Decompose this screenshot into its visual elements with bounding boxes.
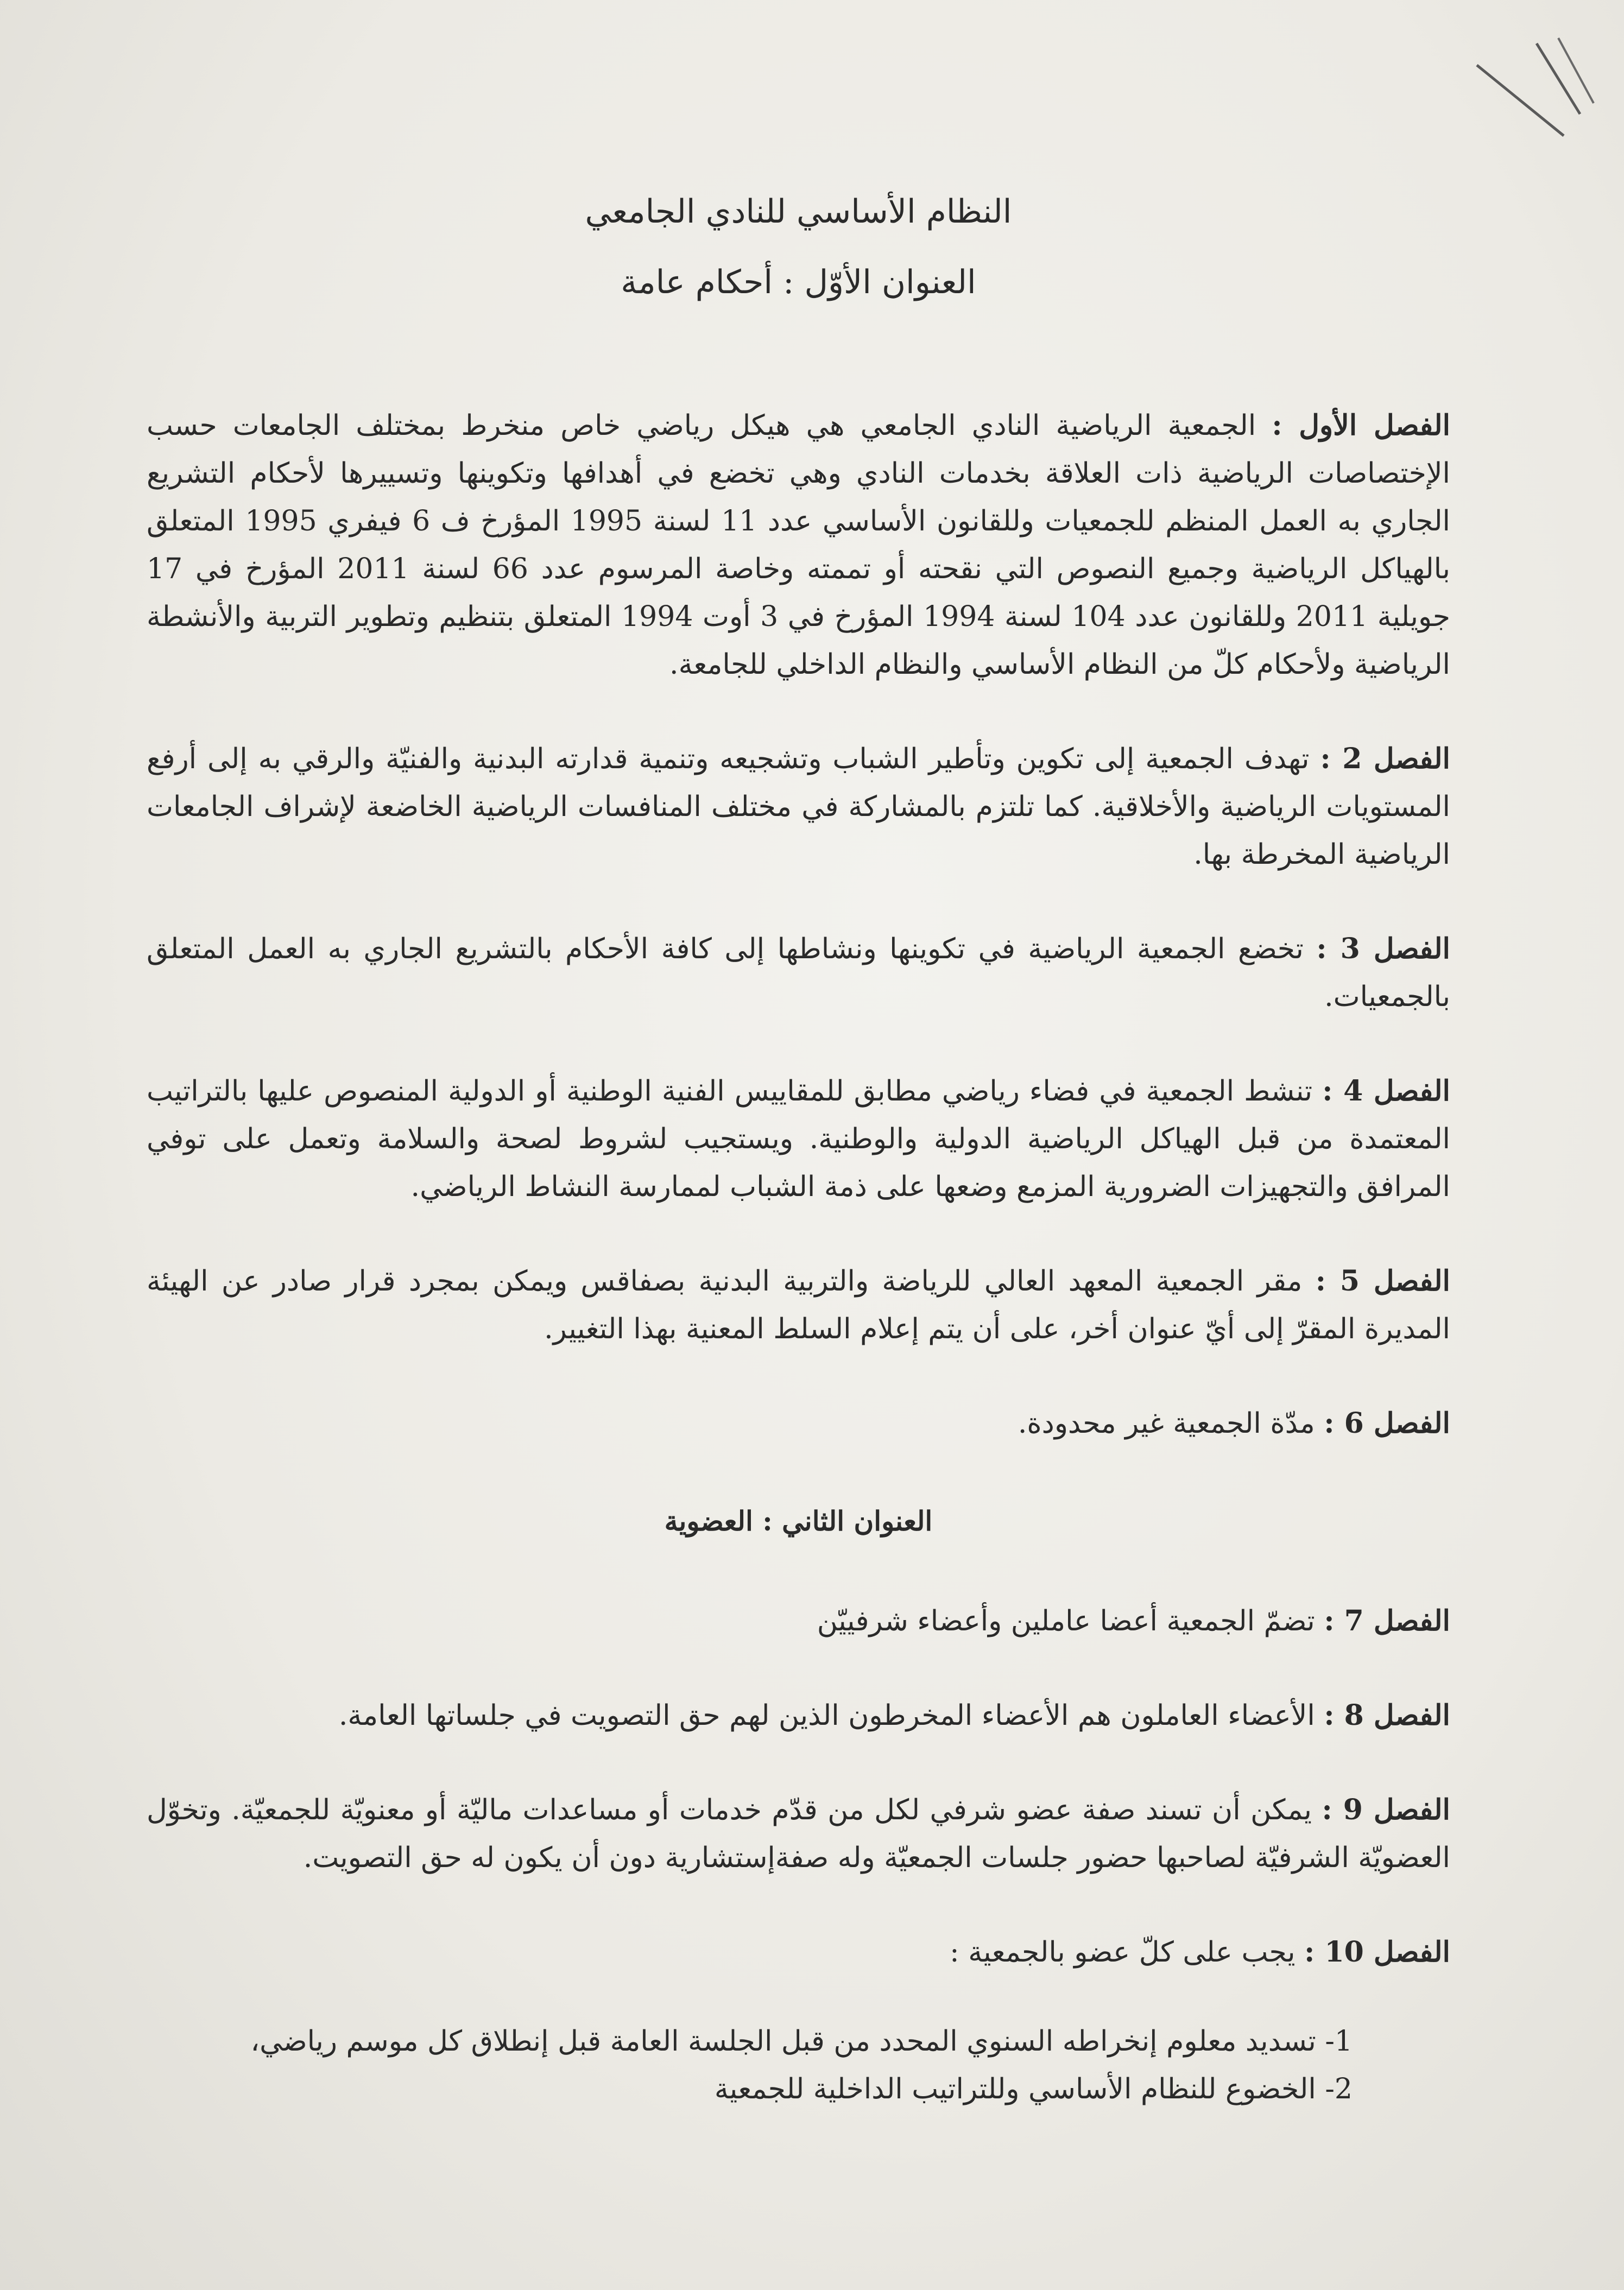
article-8 <box>147 1692 1450 1739</box>
article-text: مدّة الجمعية غير محدودة. <box>1018 1407 1315 1440</box>
article-2 <box>147 735 1450 878</box>
article-label: الفصل 5 : <box>1315 1264 1450 1298</box>
document-title: النظام الأساسي للنادي الجامعي <box>585 193 1012 231</box>
handwritten-page-mark <box>1455 33 1596 141</box>
article-10 <box>147 1928 1450 1976</box>
article-text: يمكن أن تسند صفة عضو شرفي لكل من قدّم خدمات أو مساعدات ماليّة أو معنويّة للجمعيّة. وتخوّل العضويّة الشرفيّة لصاحبها حضور جلسات الجمعيّة وله صفةإستشارية دون أن يكون له حق التصويت. <box>147 1794 1450 1874</box>
article-4 <box>147 1067 1450 1211</box>
article-text: تهدف الجمعية إلى تكوين وتأطير الشباب وتشجيعه وتنمية قدارته البدنية والفنيّة والرقي به إلى أرفع المستويات الرياضية والأخلاقية. كما تلتزم بالمشاركة في مختلف المنافسات الرياضية الخاضعة لإشراف الجامعات الرياضية المخرطة بها. <box>147 743 1450 871</box>
article-text: يجب على كلّ عضو بالجمعية : <box>950 1936 1296 1969</box>
article-text: مقر الجمعية المعهد العالي للرياضة والتربية البدنية بصفاقس ويمكن بمجرد قرار صادر عن الهيئة المديرة المقرّ إلى أيّ عنوان أخر، على أن يتم إعلام السلط المعنية بهذا التغيير. <box>147 1265 1450 1345</box>
article-label: الفصل 4 : <box>1322 1074 1450 1108</box>
article-label: الفصل 6 : <box>1324 1407 1450 1440</box>
article-label: الفصل 9 : <box>1322 1793 1450 1826</box>
article-6 <box>147 1400 1450 1447</box>
article-label: الفصل 10 : <box>1304 1935 1450 1969</box>
article-label: الفصل 3 : <box>1316 932 1451 965</box>
article-text: تنشط الجمعية في فضاء رياضي مطابق للمقاييس الفنية الوطنية أو الدولية المنصوص عليها بالتراتيب المعتمدة من قبل الهياكل الرياضية الدولية والوطنية. ويستجيب لشروط لصحة والسلامة وتعمل على توفي المرافق والتجهيزات الضرورية المزمع وضعها على ذمة الشباب لممارسة النشاط الرياضي. <box>147 1075 1450 1203</box>
obligations-list <box>147 2017 1450 2113</box>
article-1 <box>147 402 1450 688</box>
section-title-membership: العنوان الثاني : العضوية <box>664 1505 933 1537</box>
list-item: 1- تسديد معلوم إنخراطه السنوي المحدد من قبل الجلسة العامة قبل إنطلاق كل موسم رياضي، <box>250 2025 1353 2058</box>
section-title-general-provisions: العنوان الأوّل : أحكام عامة <box>621 263 976 301</box>
document-body <box>147 185 1450 2113</box>
article-label: الفصل 8 : <box>1324 1699 1450 1732</box>
article-label: الفصل 7 : <box>1324 1604 1450 1637</box>
article-text: الأعضاء العاملون هم الأعضاء المخرطون الذين لهم حق التصويت في جلساتها العامة. <box>338 1699 1315 1732</box>
article-label: الفصل 2 : <box>1320 742 1451 775</box>
article-5 <box>147 1257 1450 1353</box>
article-7 <box>147 1597 1450 1645</box>
article-text: تضمّ الجمعية أعضا عاملين وأعضاء شرفييّن <box>817 1605 1315 1637</box>
list-item: 2- الخضوع للنظام الأساسي وللتراتيب الداخلية للجمعية <box>714 2073 1353 2105</box>
article-label: الفصل الأول : <box>1272 409 1451 442</box>
article-text: تخضع الجمعية الرياضية في تكوينها ونشاطها إلى كافة الأحكام بالتشريع الجاري به العمل المتعلق بالجمعيات. <box>147 933 1450 1013</box>
article-9 <box>147 1786 1450 1882</box>
article-text: الجمعية الرياضية النادي الجامعي هي هيكل رياضي خاص منخرط بمختلف الجامعات حسب الإختصاصات الرياضية ذات العلاقة بخدمات النادي وهي تخضع في أهدافها وتكوينها وتسييرها لأحكام التشريع الجاري به العمل المنظم للجمعيات وللقانون الأساسي عدد 11 لسنة 1995 المؤرخ ف 6 فيفري 1995 المتعلق بالهياكل الرياضية وجميع النصوص التي نقحته أو تممته وخاصة المرسوم عدد 66 لسنة 2011 المؤرخ في 17 جويلية 2011 وللقانون عدد 104 لسنة 1994 المؤرخ في 3 أوت 1994 المتعلق بتنظيم وتطوير التربية والأنشطة الرياضية ولأحكام كلّ من النظام الأساسي والنظام الداخلي للجامعة. <box>147 409 1450 681</box>
article-3 <box>147 925 1450 1021</box>
